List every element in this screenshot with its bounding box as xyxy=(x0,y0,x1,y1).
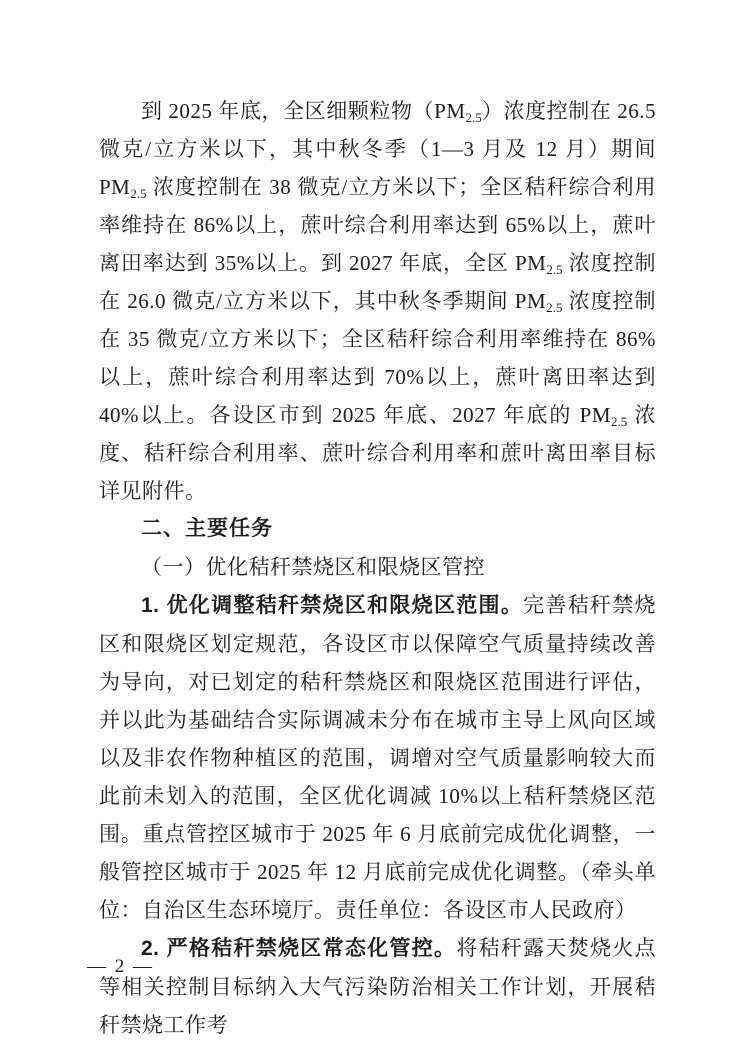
text-segment: （牵头单位：自治区生态环境厅。责任单位：各设区市人民政府） xyxy=(99,860,657,922)
text-segment: 浓度、秸秆综合利用率、蔗叶综合利用率和蔗叶离田率目标详见附件。 xyxy=(99,403,657,503)
para-item-2 xyxy=(99,929,656,1044)
para-item-1 xyxy=(99,586,656,929)
text-segment: 将秸秆露天焚烧火点等相关控制目标纳入大气污染防治相关工作计划，开展秸秆禁烧工作考 xyxy=(99,936,656,1037)
text-segment: 到 2025 年底，全区细颗粒物（PM xyxy=(141,99,466,123)
text-segment: 完善秸秆禁烧区和限烧区划定规范，各设区市以保障空气质量持续改善为导向，对已划定的秸秆禁烧区和限烧区范围进行评估，并以此为基础结合实际调减未分布在城市主导上风向区域以及非农作物种植区的范围，调增对空气质量影响较大而此前未划入的范围，全区优化调减 10%以上秸秆禁烧区范围。重点管控区城市于 2025 年 6 月底前完成优化调整，一般管控区城市于 2025 年 12 月底前完成优化调整。 xyxy=(99,593,656,884)
text-segment: 二、主要任务 xyxy=(141,517,273,540)
subscript-text: 2.5 xyxy=(546,300,563,315)
text-segment: 1. 优化调整秸秆禁烧区和限烧区范围。 xyxy=(141,594,524,617)
text-segment: 浓度控制在 35 微克/立方米以下；全区秸秆综合利用率维持在 86%以上，蔗叶综合利用率达到 70%以上，蔗叶离田率达到 40%以上。各设区市到 2025 年底、2027 年底的 PM xyxy=(99,289,657,427)
text-segment: 浓度控制在 38 微克/立方米以下；全区秸秆综合利用率维持在 86%以上，蔗叶综合利用率达到 65%以上，蔗叶离田率达到 35%以上。到 2027 年底，全区 PM xyxy=(99,175,656,275)
text-segment: ）浓度控制在 26.5 微克/立方米以下，其中秋冬季（1—3 月及 12 月）期间 PM xyxy=(99,99,657,199)
text-segment: （一）优化秸秆禁烧区和限烧区管控 xyxy=(141,555,485,579)
subscript-text: 2.5 xyxy=(546,262,563,277)
subscript-text: 2.5 xyxy=(611,414,628,429)
document-body xyxy=(99,92,656,1044)
subscript-text: 2.5 xyxy=(465,110,482,125)
page-number: — 2 — xyxy=(87,956,154,977)
heading-main-tasks xyxy=(99,510,656,548)
text-segment: 2. 严格秸秆禁烧区常态化管控。 xyxy=(141,937,457,960)
subscript-text: 2.5 xyxy=(130,186,147,201)
heading-sub-1 xyxy=(99,548,656,586)
para-targets xyxy=(99,92,656,510)
text-segment: 浓度控制在 26.0 微克/立方米以下，其中秋冬季期间 PM xyxy=(99,251,657,313)
